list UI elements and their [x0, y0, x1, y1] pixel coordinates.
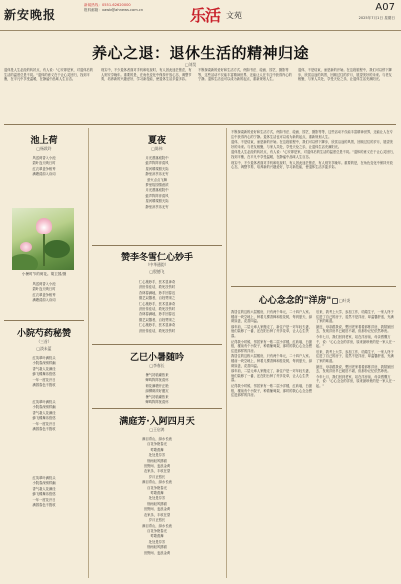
issue-date: 2025年7月1日 星期日	[358, 16, 395, 20]
main-headline: 养心之退：退休生活的精神归途	[91, 44, 309, 62]
poem-line: 星河璀璨照天际	[145, 166, 169, 171]
poem-line: 满目青山，绿水长流	[142, 480, 172, 485]
divider-middle-3	[92, 408, 222, 409]
essay-paragraph: 今年七月，我们回到老家，站在洋房前，母亲感慨万千，说："心心念念的洋房，原来最珍贵的是一家人在一起。"	[316, 334, 396, 349]
poem-line: 仁心施妙手，医术显神奇	[138, 280, 176, 284]
lead-column-1: 退休是人生必经的转折点，有人说："心安即是家，对退休后的生活的温度总是不同。"退休的意义在于让心灵回归，找到平衡，在平凡中享受温暖，在静谧中品味人生百态。	[4, 68, 93, 82]
lotus-photo	[12, 208, 74, 270]
section-name: 文苑	[226, 11, 242, 20]
poem-line: 农家乐，丰收在望	[143, 469, 171, 474]
poem-line: 红英翠叶满枝头	[32, 476, 56, 480]
essay-paragraph: 后来，我考上大学，参加工作，结婚生子，一家人终于住进了自己的房子，虽然不是洋房，却温馨舒适，充满了家的味道。	[316, 349, 394, 363]
section-logo: 乐活	[190, 6, 221, 25]
poem-line: 处处是芬芳	[148, 539, 166, 544]
essay-paragraph: 今年七月，我们回到老家，站在洋房前，母亲感慨万千，说："心心念念的洋房，原来最珍贵的是一家人在一起。"	[316, 374, 396, 388]
poem-body-yisi	[92, 373, 222, 405]
essay-paragraph: 那年前，二层元章人家搬走了，新住户是一对年轻夫妻，他们装修了一番，还在阳台种了许多花草，让人心生羡慕。	[231, 324, 312, 338]
poem-body-xiaye	[92, 156, 222, 210]
poem-line: 德艺双馨者，百姓赞颂之	[138, 317, 176, 322]
poem-line: 香气袭人花满径	[32, 486, 56, 491]
poem-line: 百花争艳春光	[147, 528, 167, 533]
poem-author-manting: □王启鸿	[149, 427, 165, 432]
poem-line: 杏林春满地，妙手回春迟	[138, 312, 176, 317]
lead-column-2: 现实中，不少退休者面对手机和电视时，有人因此迷茫焦虑，有人则安享晚年。重要的是，在角色变化中保持开放心态，调整节奏，培养新的兴趣爱好，学习新技能，使退休生活多姿多彩。	[101, 68, 192, 82]
lead-continuation	[231, 130, 396, 171]
poem-line: 满目青山，绿水长流	[142, 523, 172, 528]
headline-byline: □刘昊	[185, 62, 197, 67]
hotline-email: 报料邮箱：xawb@ahnews.com.cn	[84, 8, 144, 12]
lead-paragraph: 退休，不是结束，而是新的开始。在这段旅程中，我们可以停下脚步，欣赏沿途的风景，回顾过往的岁月，展望美好的未来。与老友相聚，与家人共处，享受天伦之乐，让退休生活充满阳光。	[231, 140, 393, 149]
essay-paragraph: 我居住的这栋六层楼房，只有两个单元，二十四户人家。楼前一块空地上，种着几棵香樟和桂花树，每到夏天，绿荫如盖，花香四溢。	[231, 310, 312, 324]
poem-line: 细雨轻风拂面	[147, 458, 167, 463]
poem-body-xiaoyuan	[4, 356, 84, 388]
poem-line: 红英翠叶满枝头	[32, 400, 56, 404]
lotus-flower	[36, 218, 52, 234]
poem-line: 月光洒落庭院中	[145, 156, 169, 160]
poem-line: 蜂飞蝶舞乐悠悠	[32, 416, 56, 421]
poem-line: 满园春色不胜收	[32, 503, 56, 508]
lead-paragraph: 现实中，不少退休者面对手机和电视时，有人因此迷茫焦虑，有人则安享晚年。重要的是，在角色变化中保持开放心态，调整节奏，培养新的兴趣爱好，学习新技能，使退休生活多姿多彩。	[231, 160, 393, 170]
poem-subtitle-zanlaotong: （中华通韵）	[145, 262, 169, 267]
poem-line: 杏林春满地，妙手回春迟	[138, 290, 176, 295]
hotline-info	[84, 3, 143, 13]
essay-paragraph: 记得我小时候，邻居家有一栋二层小洋楼，红砖墙，白窗框，楼前有个小院子，种着葡萄架，那时的我心心念念想住进那样的洋房。	[231, 339, 312, 353]
poem-line: 香气袭人花满径	[32, 410, 56, 415]
poem-line: 红衣翠盖争相秀	[32, 292, 56, 297]
poem-title-zanlaotong: 赞李冬雪仁心妙手	[120, 253, 193, 263]
poem-line: 红英翠叶满枝头	[32, 356, 56, 360]
poem-line: 风送荷香入小池	[32, 156, 56, 160]
essay-paragraph: 那年前，二层元章人家搬走了，新住户是一对年轻夫妻，他们装修了一番，还在阳台种了许多花草，让人心生羡慕。	[231, 369, 312, 383]
poem-line: 田野间、麦浪金黄	[143, 507, 171, 512]
lead-column-3: 不断探索新的爱好和生活方式，例如书法、绘画、园艺、摄影等等，这些活动不仅能丰富精神世界，还能让人在专注中获得内心的宁静。退休生活也可以成为新的起点，重新规划人生。	[198, 68, 292, 82]
divider-middle-2	[92, 344, 222, 345]
lead-paragraph: 不断探索新的爱好和生活方式，例如书法、绘画、园艺、摄影等等，这些活动不仅能丰富精神世界，还能让人在专注中获得内心的宁静。退休生活也可以成为新的起点，重新规划人生。	[231, 130, 393, 139]
poem-line: 满园春色不胜收	[32, 427, 56, 432]
poem-line: 德艺双馨者，百姓赞颂之	[138, 296, 176, 301]
poem-author-yisi: □李春长	[149, 363, 165, 368]
poem-line: 暑气初临燥热来	[145, 394, 169, 399]
poem-line: 小院春深别样幽	[32, 481, 56, 486]
essay-author: □叶炎	[332, 298, 350, 304]
paper-name: 新安晚报	[4, 8, 57, 22]
poem-body-zanlaotong	[92, 280, 222, 334]
essay-column-2	[316, 310, 396, 390]
poem-line: 田野间、麦浪金黄	[143, 550, 171, 555]
poem-line: 处处是芬芳	[148, 453, 166, 458]
poem-line: 梦里故园情意浓	[145, 183, 169, 188]
poem-line: 莺歌燕舞	[150, 534, 164, 539]
poem-line: 田野间、麦浪金黄	[143, 464, 171, 469]
essay-paragraph: 我居住的这栋六层楼房，只有两个单元，二十四户人家。楼前一块空地上，种着几棵香樟和桂花树，每到夏天，绿荫如盖，花香四溢。	[231, 354, 312, 368]
hotline-phone: 新闻热线：0551-62620000	[84, 3, 131, 7]
poem-title-yisi: 乙巳小暑随吟	[129, 353, 184, 363]
poem-author-xiaoyuan: □淡未蓝	[36, 346, 52, 351]
poem-line: 细雨轻风拂面	[147, 545, 167, 550]
poem-author-zanlaotong: □殷德飞	[149, 269, 165, 274]
poem-title-manting: 满庭芳·入阿四月天	[119, 417, 195, 427]
poem-line: 仁心施妙手，医术显神奇	[138, 301, 176, 306]
poem-line: 细雨轻风拂面	[147, 501, 167, 506]
poem-line: 满塘清韵入诗词	[32, 172, 56, 177]
poem-title-chihe: 池上荷	[30, 136, 58, 146]
poem-line: 月光洒落庭院中	[145, 188, 169, 193]
poem-line: 一年一度花开日	[32, 377, 56, 382]
divider-middle-1	[92, 245, 222, 246]
page-number: A07	[375, 2, 395, 13]
poem-line: 一年一度花开日	[32, 497, 56, 502]
poem-line: 星河璀璨照天际	[145, 199, 169, 204]
poem-author-xiaye: □陈伟	[151, 146, 163, 151]
divider-essay	[231, 286, 396, 287]
poem-line: 红衣翠盖争相秀	[32, 166, 56, 171]
poem-line: 济世传佳话，救死扶伤时	[138, 285, 176, 290]
poem-line: 蛙声阵阵伴清风	[145, 193, 169, 198]
poem-line: 处处是芬芳	[148, 496, 166, 501]
poem-line: 碧叶连天映日时	[32, 161, 56, 166]
poem-line: 暑气初临燥热来	[145, 373, 169, 377]
lotus-leaf	[12, 254, 38, 270]
poem-chihe-continued	[6, 282, 82, 304]
poem-line: 满目青山，绿水长流	[142, 437, 172, 441]
poem-line: 小院春深别样幽	[32, 361, 56, 366]
lead-paragraph: 退休是人生必经的转折点，有人说："心安即是家，对退休后的生活的温度总是不同。"退休的意义在于让心灵回归，找到平衡，在平凡中享受温暖，在静谧中品味人生百态。	[231, 150, 396, 159]
poem-line: 蜂飞蝶舞乐悠悠	[32, 372, 56, 377]
poem-title-xiaoyuan: 小院芍药秘赞	[16, 329, 71, 339]
essay-paragraph: 最近，母亲跟我说，想回老家看看那栋洋房，我陪她回去，发现洋房早已破旧不堪，但那份记忆依然珍贵。	[316, 324, 394, 334]
divider-left	[4, 320, 84, 321]
poem-line: 绿柳荫浓好避灾	[145, 389, 169, 394]
poem-line: 小院春深别样幽	[32, 405, 56, 410]
poem-body-chihe	[4, 156, 84, 178]
poem-line: 莺歌燕舞	[150, 447, 164, 452]
essay-title: 心心念念的"洋房"	[258, 296, 332, 306]
column-rule-1	[88, 128, 89, 578]
lotus-leaf	[44, 240, 70, 258]
poem-body-xiaoyuan-3	[4, 476, 84, 508]
poem-line: 香气袭人花满径	[32, 366, 56, 371]
poem-line: 岁月正悠长	[148, 518, 166, 523]
lotus-bud	[20, 242, 32, 252]
author-icon	[332, 298, 338, 304]
poem-line: 岁月正悠长	[148, 474, 166, 479]
essay-paragraph: 最近，母亲跟我说，想回老家看看那栋洋房，我陪她回去，发现洋房早已破旧不堪，但那份记忆依然珍贵。	[316, 364, 394, 374]
poem-line: 仁心施妙手，医术显神奇	[138, 323, 176, 328]
essay-paragraph: 记得我小时候，邻居家有一栋二层小洋楼，红砖墙，白窗框，楼前有个小院子，种着葡萄架，那时的我心心念念想住进那样的洋房。	[231, 383, 312, 398]
divider-lead	[4, 124, 396, 125]
poem-line: 济世传佳话，救死扶伤时	[138, 328, 176, 333]
lead-column-4: 退休，不是结束，而是新的开始。在这段旅程中，我们可以停下脚步，欣赏沿途的风景，回顾过往的岁月，展望美好的未来。与老友相聚，与家人共处，享受天伦之乐，让退休生活充满阳光。	[298, 68, 392, 82]
poem-subtitle-xiaoyuan: （三首）	[36, 339, 52, 344]
poem-line: 农家乐，丰收在望	[143, 512, 171, 517]
poem-line: 碧叶连天映日时	[32, 287, 56, 292]
poem-line: 静坐凉亭乐无穷	[145, 204, 169, 209]
poem-line: 满塘清韵入诗词	[32, 298, 56, 303]
poem-line: 静坐凉亭乐无穷	[145, 172, 169, 177]
poem-body-xiaoyuan-2	[4, 400, 84, 432]
poem-line: 风送荷香入小池	[32, 282, 56, 286]
poem-line: 百花争艳春光	[147, 485, 167, 490]
poem-line: 满园春色不胜收	[32, 383, 56, 388]
essay-column-1	[231, 310, 313, 399]
poem-line: 莺歌燕舞	[150, 491, 164, 496]
poem-line: 蜂飞蝶舞乐悠悠	[32, 492, 56, 497]
poem-line: 荷花满塘开正艳	[145, 383, 169, 388]
poem-line: 百花争艳春光	[147, 442, 167, 447]
poem-line: 蛙声阵阵伴清风	[145, 161, 169, 166]
poem-line: 济世传佳话，救死扶伤时	[138, 307, 176, 312]
column-rule-2	[226, 128, 227, 578]
poem-line: 蝉鸣阵阵扰清怀	[145, 400, 169, 405]
poem-line: 一年一度花开日	[32, 421, 56, 426]
masthead	[0, 0, 401, 31]
poem-line: 萤火点点飞舞	[147, 177, 167, 182]
photo-caption: 小暑时节的荷花。胡卫国/摄	[21, 272, 67, 276]
poem-line: 蝉鸣阵阵扰清怀	[145, 378, 169, 383]
poem-title-xiaye: 夏夜	[147, 136, 166, 146]
poem-author-chihe: □杨敦玲	[36, 146, 52, 151]
essay-paragraph: 后来，我考上大学，参加工作，结婚生子，一家人终于住进了自己的房子，虽然不是洋房，却温馨舒适，充满了家的味道。	[316, 310, 394, 324]
poem-body-manting	[92, 437, 222, 556]
